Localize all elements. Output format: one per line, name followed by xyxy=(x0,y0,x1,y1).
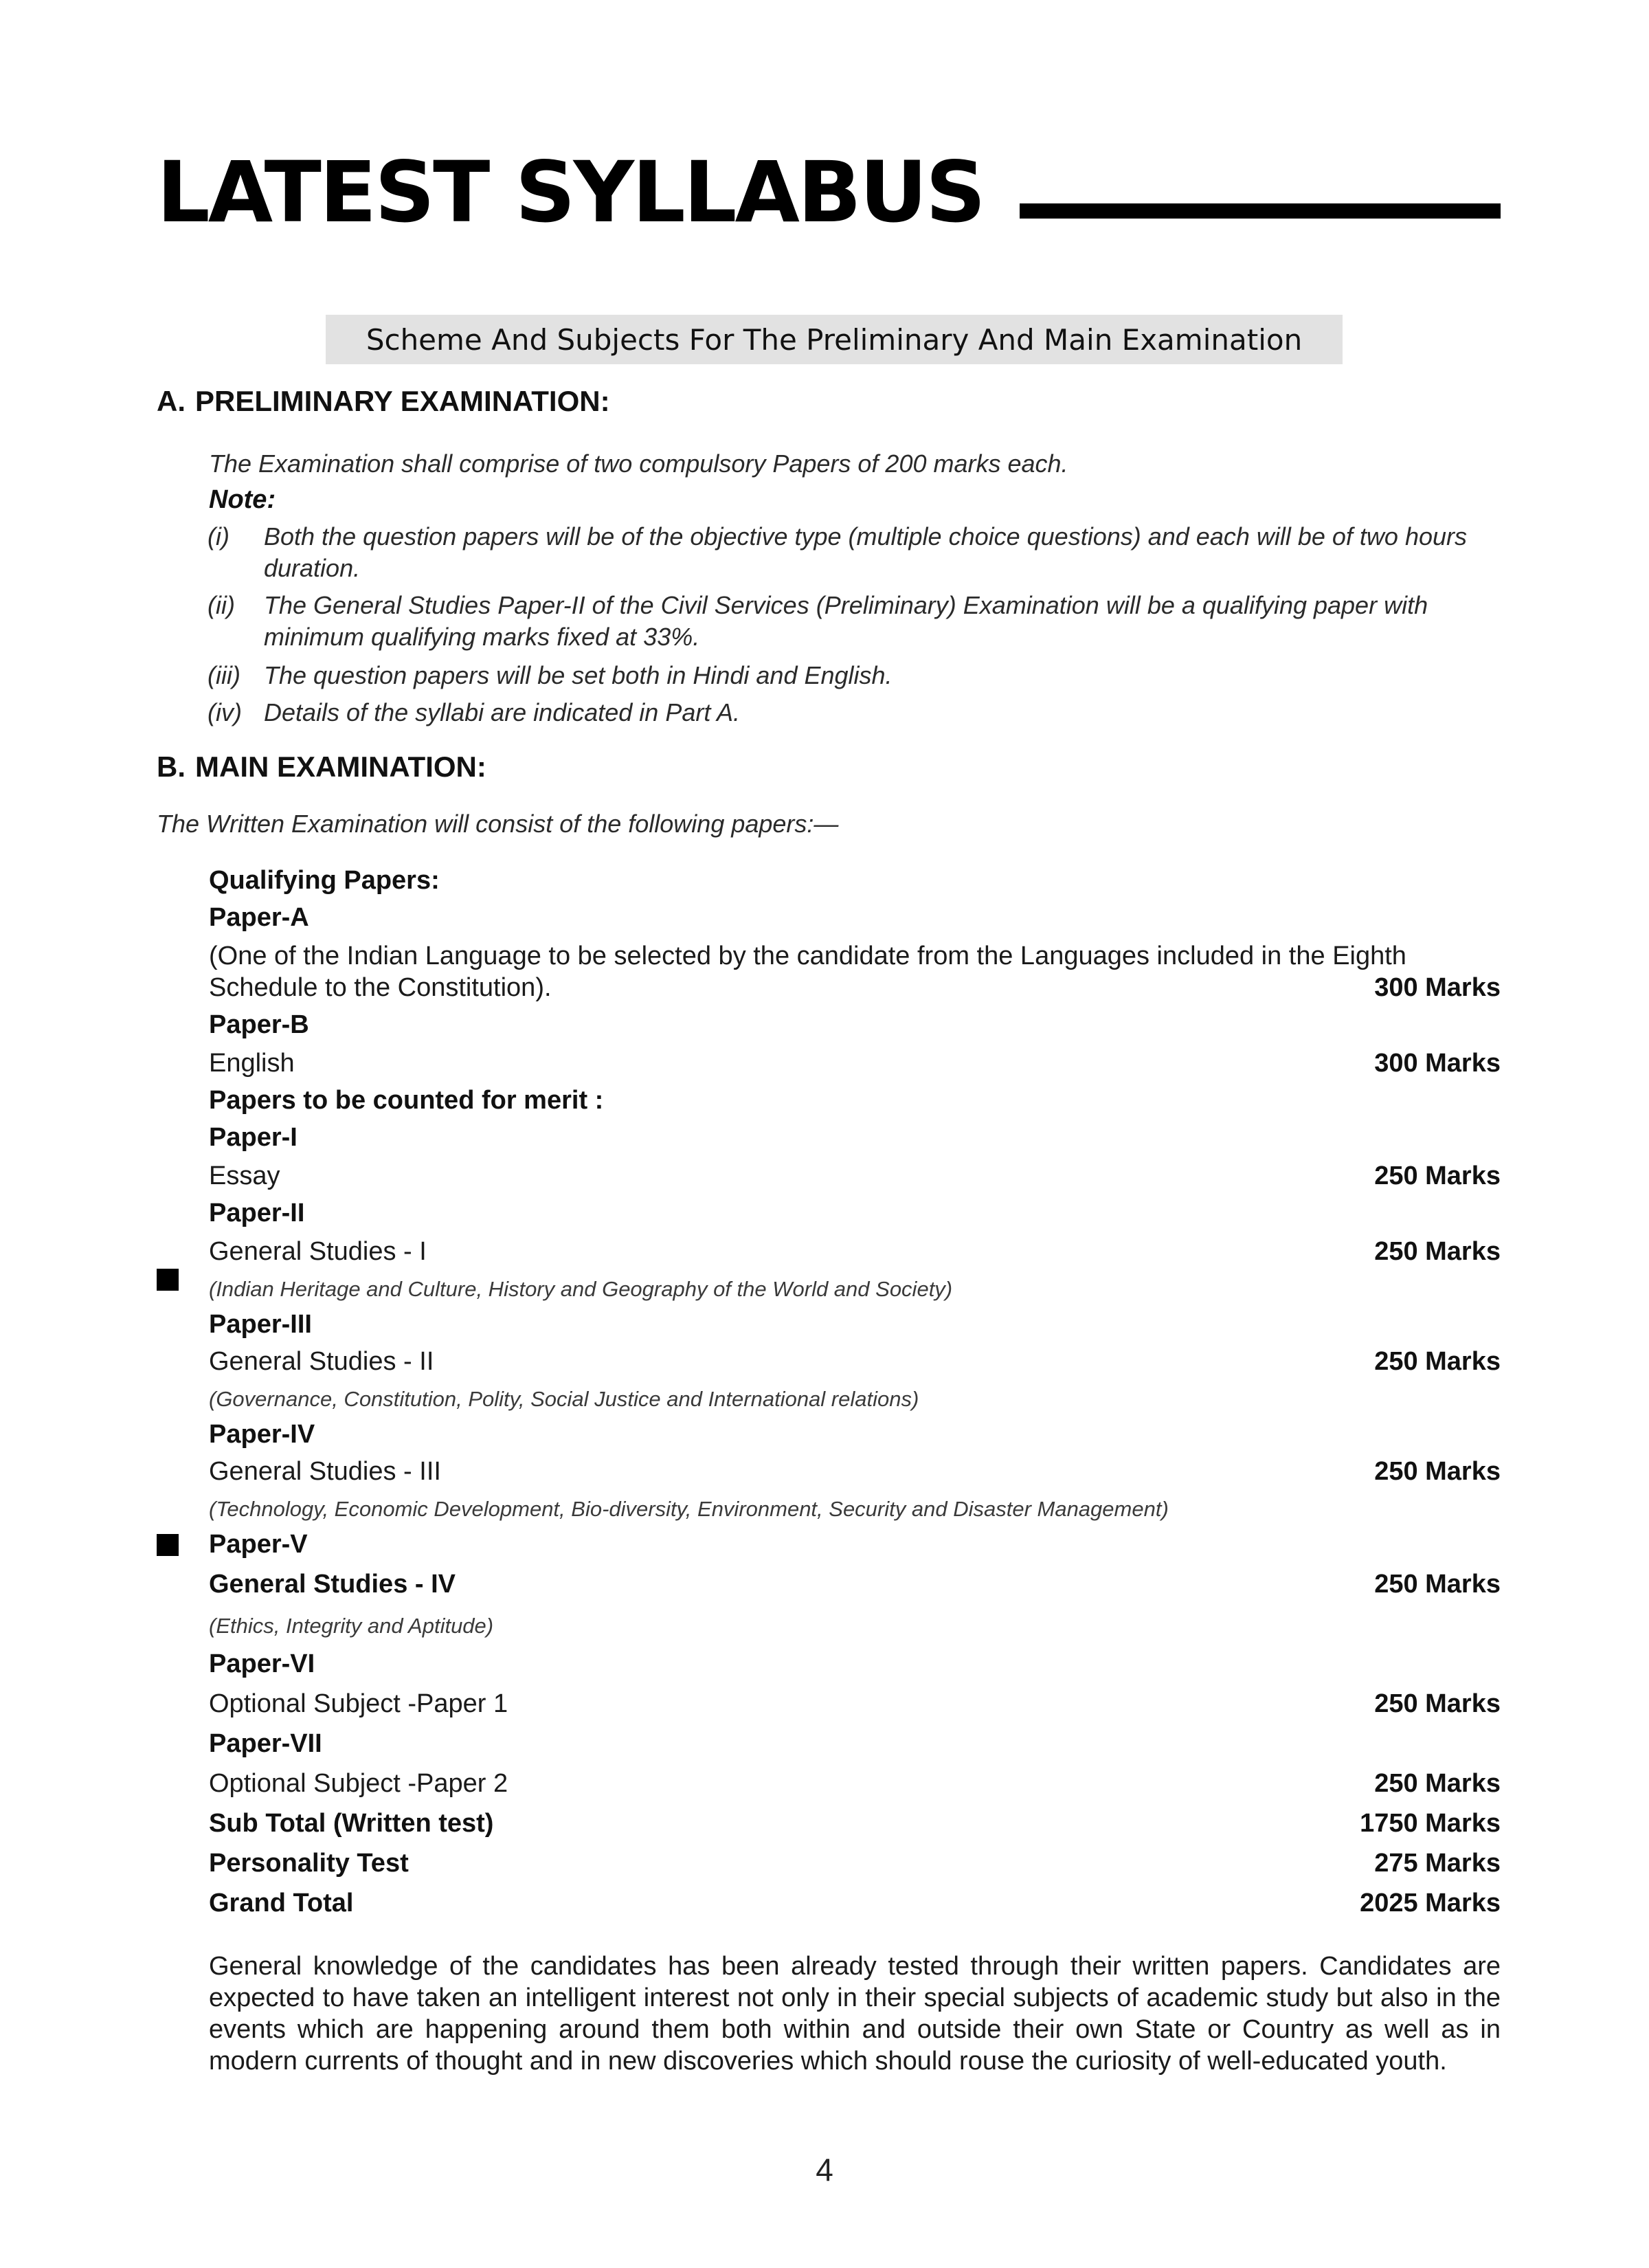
note-text: Details of the syllabi are indicated in Part A. xyxy=(264,698,741,726)
prelim-letter: A. xyxy=(157,385,186,417)
paper-2-row xyxy=(209,1236,1501,1267)
main-intro: The Written Examination will consist of the following papers:— xyxy=(157,810,839,838)
paper-4-title: Paper-IV xyxy=(209,1420,315,1449)
paper-4-row xyxy=(209,1456,1501,1487)
paper-b-title-row xyxy=(209,1009,1501,1041)
paper-4-subjects: (Technology, Economic Development, Bio-diversity, Environment, Security and Disaster Management) xyxy=(209,1497,1169,1521)
note-number: (i) xyxy=(207,522,229,551)
paper-3-title-row xyxy=(209,1309,1501,1340)
paper-5-desc: General Studies - IV xyxy=(209,1570,456,1599)
note-text: The General Studies Paper-II of the Civil Services (Preliminary) Examination will be a qualifying paper with minimum qualifying marks fixed at 33%. xyxy=(264,591,1428,651)
prelim-heading-text: PRELIMINARY EXAMINATION: xyxy=(195,385,610,417)
paper-7-marks: 250 Marks xyxy=(1374,1769,1501,1798)
paper-4-title-row xyxy=(209,1419,1501,1450)
main-letter: B. xyxy=(157,751,186,783)
paper-3-title: Paper-III xyxy=(209,1310,312,1339)
paper-a-marks: 300 Marks xyxy=(1374,973,1501,1002)
paper-1-desc: Essay xyxy=(209,1161,280,1190)
paper-6-title: Paper-VI xyxy=(209,1649,315,1678)
merit-label: Papers to be counted for merit : xyxy=(209,1086,604,1115)
paper-5-row xyxy=(209,1568,1501,1600)
paper-6-desc: Optional Subject -Paper 1 xyxy=(209,1689,508,1718)
prelim-intro: The Examination shall comprise of two compulsory Papers of 200 marks each. xyxy=(209,449,1068,478)
paper-2-title-row xyxy=(209,1197,1501,1229)
personality-marks: 275 Marks xyxy=(1374,1849,1501,1878)
subtotal-row xyxy=(209,1808,1501,1839)
paper-6-marks: 250 Marks xyxy=(1374,1689,1501,1718)
subtotal-marks: 1750 Marks xyxy=(1360,1809,1501,1838)
prelim-heading xyxy=(157,385,610,418)
note-number: (ii) xyxy=(207,591,235,619)
paper-a-title-row xyxy=(209,902,1501,933)
note-item xyxy=(207,590,1501,653)
paper-2-title: Paper-II xyxy=(209,1199,305,1227)
paper-4-desc: General Studies - III xyxy=(209,1457,441,1486)
page-title: LATEST SYLLABUS xyxy=(157,144,984,241)
note-item xyxy=(207,660,1501,691)
paper-1-title: Paper-I xyxy=(209,1123,298,1152)
paper-2-marks: 250 Marks xyxy=(1374,1237,1501,1266)
note-number: (iv) xyxy=(207,698,242,726)
paper-4-marks: 250 Marks xyxy=(1374,1457,1501,1486)
paper-5-title: Paper-V xyxy=(209,1530,308,1559)
grand-total-marks: 2025 Marks xyxy=(1360,1889,1501,1917)
paper-b-desc: English xyxy=(209,1049,295,1078)
paper-7-row xyxy=(209,1768,1501,1799)
personality-row xyxy=(209,1847,1501,1879)
qualifying-label: Qualifying Papers: xyxy=(209,866,440,895)
square-bullet-icon xyxy=(157,1269,179,1291)
note-item xyxy=(207,521,1501,584)
paper-3-subjects: (Governance, Constitution, Polity, Social Justice and International relations) xyxy=(209,1387,919,1411)
main-heading xyxy=(157,751,486,783)
paper-a-desc-line1: (One of the Indian Language to be selected by the candidate from the Languages included in the Eighth xyxy=(209,942,1406,970)
paper-7-title: Paper-VII xyxy=(209,1729,322,1758)
paper-1-title-row xyxy=(209,1122,1501,1153)
paper-5-subjects: (Ethics, Integrity and Aptitude) xyxy=(209,1614,494,1638)
subtotal-label: Sub Total (Written test) xyxy=(209,1809,494,1838)
paper-5-marks: 250 Marks xyxy=(1374,1570,1501,1599)
paper-3-desc: General Studies - II xyxy=(209,1347,434,1376)
paper-b-row xyxy=(209,1047,1501,1079)
note-label: Note: xyxy=(209,485,276,514)
title-rule xyxy=(1020,203,1501,219)
closing-paragraph: General knowledge of the candidates has been already tested through their written papers. Candidates are expected to have taken an intelligent interest not only in their special subjects of academic study but also in the events which are happening around them both within and outside their own State or Country as well as in modern currents of thought and in new discoveries which should rouse the curiosity of well-educated youth. xyxy=(209,1952,1501,2076)
grand-total-row xyxy=(209,1887,1501,1919)
section-banner: Scheme And Subjects For The Preliminary And Main Examination xyxy=(326,315,1343,364)
grand-total-label: Grand Total xyxy=(209,1889,354,1917)
paper-6-row xyxy=(209,1688,1501,1720)
paper-7-desc: Optional Subject -Paper 2 xyxy=(209,1769,508,1798)
note-item xyxy=(207,697,1501,729)
paper-a-desc-line2: Schedule to the Constitution). xyxy=(209,973,552,1002)
paper-a-marks-row xyxy=(209,972,1501,1003)
paper-7-title-row xyxy=(209,1728,1501,1759)
merit-label-row xyxy=(209,1085,1501,1116)
page-number: 4 xyxy=(816,2152,833,2188)
paper-3-row xyxy=(209,1346,1501,1377)
paper-2-subjects: (Indian Heritage and Culture, History and Geography of the World and Society) xyxy=(209,1277,953,1301)
paper-5-title-row xyxy=(209,1528,1501,1560)
paper-a-title: Paper-A xyxy=(209,903,309,932)
paper-6-title-row xyxy=(209,1648,1501,1680)
note-number: (iii) xyxy=(207,661,240,689)
paper-1-marks: 250 Marks xyxy=(1374,1161,1501,1190)
paper-3-marks: 250 Marks xyxy=(1374,1347,1501,1376)
paper-2-desc: General Studies - I xyxy=(209,1237,427,1266)
paper-b-title: Paper-B xyxy=(209,1010,309,1039)
main-heading-text: MAIN EXAMINATION: xyxy=(195,751,486,783)
note-text: Both the question papers will be of the objective type (multiple choice questions) and each will be of two hours duration. xyxy=(264,522,1468,582)
personality-label: Personality Test xyxy=(209,1849,409,1878)
qualifying-label-row xyxy=(209,865,1501,896)
square-bullet-icon xyxy=(157,1534,179,1556)
note-text: The question papers will be set both in Hindi and English. xyxy=(264,661,893,689)
paper-1-row xyxy=(209,1160,1501,1192)
paper-b-marks: 300 Marks xyxy=(1374,1049,1501,1078)
paper-a-desc-row xyxy=(209,940,1501,972)
